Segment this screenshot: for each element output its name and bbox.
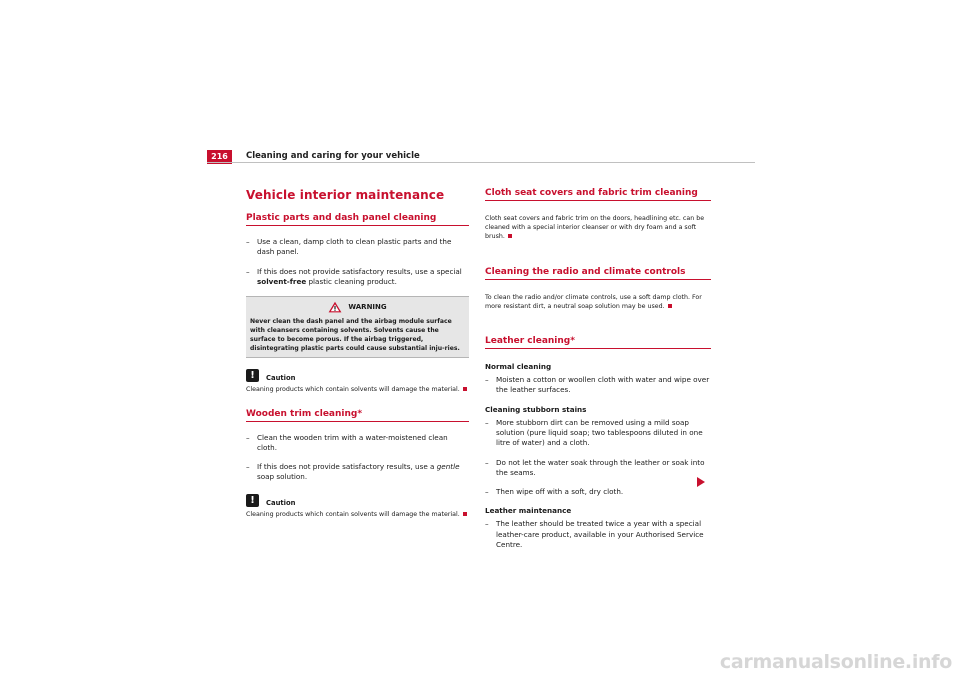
list-item	[485, 519, 711, 550]
dash-bullet: –	[485, 457, 489, 467]
list-item	[485, 418, 711, 449]
dash-bullet: –	[485, 417, 489, 427]
continue-arrow-icon	[697, 477, 705, 487]
step-text: Then wipe off with a soft, dry cloth.	[496, 487, 624, 497]
step-text: plastic cleaning product.	[306, 276, 397, 286]
section-title-cloth: Cloth seat covers and fabric trim cleaning	[485, 188, 711, 201]
list-item	[485, 487, 711, 497]
step-text: Use a clean, damp cloth to clean plastic parts and the dash panel.	[257, 237, 452, 257]
section-title-wooden: Wooden trim cleaning*	[246, 409, 469, 422]
header-rule	[207, 162, 755, 163]
left-column	[246, 188, 469, 519]
dash-bullet: –	[246, 237, 250, 246]
step-text: The leather should be treated twice a year with a special leather-care product, available in your Authorised Service Centre.	[496, 519, 704, 549]
step-emphasis: solvent-free	[257, 276, 307, 286]
end-marker-icon	[463, 387, 467, 391]
caution-title: Caution	[266, 498, 296, 507]
caution-text: Cleaning products which contain solvents will damage the material.	[246, 510, 469, 519]
section-title-radio: Cleaning the radio and climate controls	[485, 267, 711, 280]
dash-bullet: –	[246, 432, 250, 442]
list-item	[246, 462, 469, 483]
right-column	[485, 188, 711, 559]
list-item	[246, 267, 469, 288]
dash-bullet: –	[485, 487, 489, 497]
subheading-normal: Normal cleaning	[485, 362, 552, 372]
end-marker-icon	[668, 304, 672, 308]
radio-text: To clean the radio and/or climate controls, use a soft damp cloth. For more resistant dirt, a neutral soap solution may be used.	[485, 293, 702, 310]
section-title-leather: Leather cleaning*	[485, 336, 711, 349]
page-number: 216	[207, 150, 232, 164]
list-item	[246, 433, 469, 454]
warning-title: WARNING	[348, 303, 387, 312]
caution-text: Cleaning products which contain solvents will damage the material.	[246, 385, 469, 394]
step-text: More stubborn dirt can be removed using a mild soap solution (pure liquid soap; two tablespoons diluted in one litre of water) and a cloth.	[496, 417, 703, 448]
main-title: Vehicle interior maintenance	[246, 188, 445, 202]
list-item	[485, 458, 711, 479]
step-text: If this does not provide satisfactory results, use a	[257, 462, 437, 472]
end-marker-icon	[463, 512, 467, 516]
subheading-stubborn: Cleaning stubborn stains	[485, 404, 587, 414]
warning-triangle-icon	[328, 301, 342, 313]
dash-bullet: –	[485, 519, 489, 529]
subheading-maintenance: Leather maintenance	[485, 506, 572, 516]
caution-header	[246, 494, 469, 507]
end-marker-icon	[508, 234, 512, 238]
watermark: carmanualsonline.info	[719, 651, 952, 673]
step-text: Moisten a cotton or woollen cloth with water and wipe over the leather surfaces.	[496, 375, 710, 395]
dash-bullet: –	[246, 462, 250, 472]
exclamation-square-icon: !	[246, 494, 259, 507]
step-text: soap solution.	[257, 472, 308, 482]
exclamation-square-icon: !	[246, 369, 259, 382]
warning-text: Never clean the dash panel and the airbag module surface with cleansers containing solvents. Solvents cause the surface to become porous. If the airbag triggered, disintegrating plastic parts could cause substantial inju-ries.	[250, 318, 460, 352]
warning-box	[246, 296, 469, 358]
cloth-text: Cloth seat covers and fabric trim on the doors, headlining etc. can be cleaned with a special interior cleanser or with dry foam and a soft brush.	[485, 215, 705, 241]
dash-bullet: –	[246, 266, 250, 276]
caution-title: Caution	[266, 374, 296, 383]
section-title-plastic: Plastic parts and dash panel cleaning	[246, 213, 469, 226]
step-text: If this does not provide satisfactory results, use a special	[257, 266, 462, 276]
step-text: Clean the wooden trim with a water-moistened clean cloth.	[257, 432, 448, 452]
list-item	[485, 375, 711, 396]
step-text: Do not let the water soak through the leather or soak into the seams.	[496, 457, 705, 477]
step-emphasis: gentle	[436, 462, 460, 472]
caution-header	[246, 369, 469, 382]
warning-header	[250, 301, 465, 313]
running-title: Cleaning and caring for your vehicle	[246, 151, 420, 161]
dash-bullet: –	[485, 375, 489, 385]
list-item	[246, 237, 469, 258]
